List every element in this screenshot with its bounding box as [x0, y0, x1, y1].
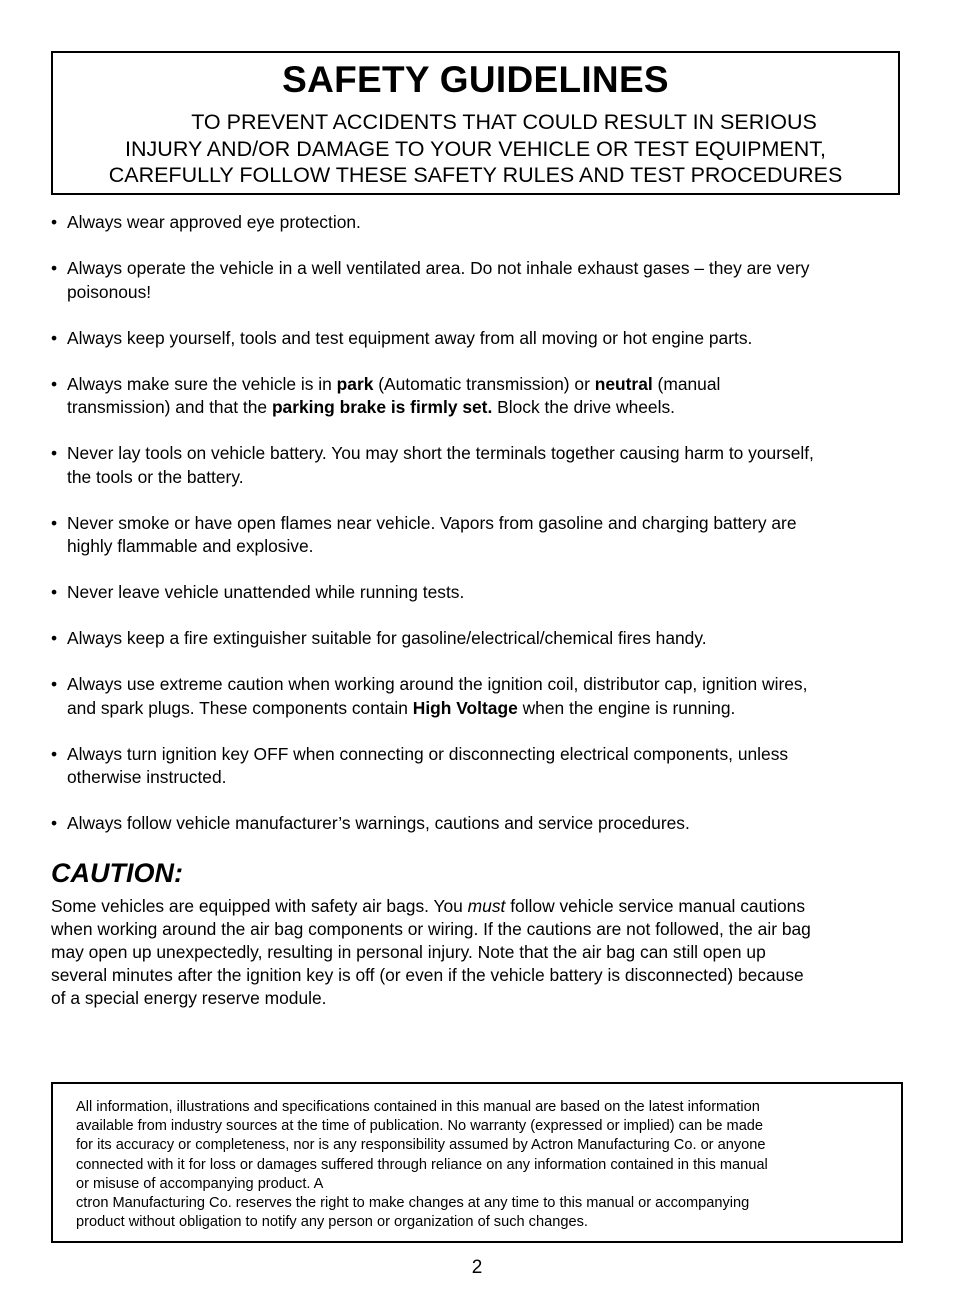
- rule-line: [67, 812, 911, 836]
- rule-line: [67, 466, 911, 490]
- text-run: Always use extreme caution when working around the ignition coil, distributor cap, ignition wires,: [67, 674, 808, 694]
- italic-text: must: [467, 896, 506, 916]
- safety-rule-item: [51, 327, 911, 351]
- bullet-icon: •: [51, 628, 58, 648]
- bullet-icon: •: [51, 582, 58, 602]
- disclaimer-line: product without obligation to notify any person or organization of such changes.: [76, 1214, 588, 1231]
- bold-text: park: [336, 373, 374, 394]
- rule-line: [67, 627, 911, 651]
- safety-rule-item: [51, 812, 911, 836]
- text-run: Always keep a fire extinguisher suitable for gasoline/electrical/chemical fires handy.: [67, 628, 707, 648]
- text-run: when working around the air bag components or wiring. If the cautions are not followed, the air bag: [51, 919, 811, 939]
- rule-line: [67, 373, 911, 397]
- disclaimer-box: [51, 1082, 903, 1243]
- text-run: highly flammable and explosive.: [67, 536, 314, 556]
- text-run: Some vehicles are equipped with safety air bags. You: [51, 896, 468, 916]
- rule-line: [67, 257, 911, 281]
- text-run: Never smoke or have open flames near vehicle. Vapors from gasoline and charging battery are: [67, 512, 797, 533]
- safety-header-box: [51, 51, 900, 195]
- header-warning-line: TO PREVENT ACCIDENTS THAT COULD RESULT IN SERIOUS: [191, 110, 817, 134]
- rule-line: [67, 766, 911, 790]
- text-run: Always wear approved eye protection.: [67, 212, 361, 232]
- safety-rule-item: [51, 743, 911, 790]
- text-run: follow vehicle service manual cautions: [505, 896, 806, 916]
- caution-line: [51, 987, 921, 1010]
- text-run: of a special energy reserve module.: [51, 988, 327, 1008]
- page-number: 2: [471, 1257, 483, 1278]
- rule-line: [67, 327, 911, 351]
- disclaimer-line: or misuse of accompanying product. A: [76, 1175, 324, 1192]
- safety-rule-item: [51, 627, 911, 651]
- disclaimer-line: for its accuracy or completeness, nor is any responsibility assumed by Actron Manufacturing Co. or anyone: [76, 1137, 766, 1154]
- text-run: Always make sure the vehicle is in: [67, 373, 337, 394]
- caution-line: [51, 918, 921, 941]
- text-run: Always turn ignition key OFF when connecting or disconnecting electrical components, unless: [67, 743, 789, 764]
- caution-line: [51, 941, 921, 964]
- safety-rule-item: [51, 512, 911, 559]
- disclaimer-line: ctron Manufacturing Co. reserves the right to make changes at any time to this manual or accompanying: [76, 1195, 750, 1212]
- header-warning-line: CAREFULLY FOLLOW THESE SAFETY RULES AND TEST PROCEDURES: [108, 163, 843, 187]
- bullet-icon: •: [51, 327, 58, 348]
- bullet-icon: •: [51, 512, 58, 533]
- disclaimer-line: All information, illustrations and specifications contained in this manual are based on the latest information: [76, 1099, 760, 1115]
- disclaimer-line: available from industry sources at the time of publication. No warranty (expressed or implied) can be made: [76, 1118, 764, 1135]
- text-run: (manual: [652, 373, 721, 394]
- header-warning-line: INJURY AND/OR DAMAGE TO YOUR VEHICLE OR TEST EQUIPMENT,: [125, 136, 826, 161]
- text-run: Always operate the vehicle in a well ventilated area. Do not inhale exhaust gases – they are very: [67, 258, 810, 278]
- header-warning: [53, 109, 898, 189]
- bullet-icon: •: [51, 373, 58, 394]
- bullet-icon: •: [51, 212, 58, 232]
- text-run: when the engine is running.: [517, 697, 736, 718]
- rule-line: [67, 396, 911, 420]
- safety-rule-item: [51, 673, 911, 720]
- caution-line: [51, 895, 921, 918]
- bold-text: parking brake is firmly set.: [271, 397, 493, 417]
- rule-line: [67, 673, 911, 697]
- bullet-icon: •: [51, 743, 58, 764]
- safety-rules-list: [51, 211, 911, 858]
- text-run: the tools or the battery.: [67, 466, 244, 487]
- text-run: (Automatic transmission) or: [373, 373, 595, 394]
- text-run: Always keep yourself, tools and test equipment away from all moving or hot engine parts.: [67, 327, 753, 348]
- safety-rule-item: [51, 211, 911, 235]
- text-run: Always follow vehicle manufacturer’s warnings, cautions and service procedures.: [67, 813, 690, 833]
- rule-line: [67, 512, 911, 536]
- bold-text: High Voltage: [412, 697, 518, 718]
- rule-line: [67, 535, 911, 559]
- rule-line: [67, 581, 911, 605]
- safety-rule-item: [51, 373, 911, 420]
- rule-line: [67, 697, 911, 721]
- caution-heading: CAUTION:: [51, 858, 183, 888]
- bold-text: neutral: [594, 373, 653, 394]
- safety-rule-item: [51, 581, 911, 605]
- bullet-icon: •: [51, 674, 58, 694]
- disclaimer-line: connected with it for loss or damages suffered through reliance on any information contained in this manual: [76, 1156, 768, 1173]
- caution-line: [51, 964, 921, 987]
- text-run: otherwise instructed.: [67, 767, 227, 787]
- safety-rule-item: [51, 257, 911, 304]
- rule-line: [67, 442, 911, 466]
- text-run: Block the drive wheels.: [492, 397, 675, 417]
- safety-rule-item: [51, 442, 911, 489]
- rule-line: [67, 281, 911, 305]
- disclaimer-text: [76, 1098, 768, 1232]
- bullet-icon: •: [51, 813, 58, 833]
- bullet-icon: •: [51, 443, 58, 463]
- page-title: SAFETY GUIDELINES: [282, 59, 669, 100]
- text-run: poisonous!: [67, 281, 152, 302]
- text-run: and spark plugs. These components contain: [67, 697, 413, 718]
- bullet-icon: •: [51, 258, 58, 278]
- text-run: Never leave vehicle unattended while running tests.: [67, 582, 465, 602]
- caution-paragraph: [51, 895, 921, 1010]
- text-run: transmission) and that the: [67, 397, 272, 417]
- rule-line: [67, 211, 911, 235]
- text-run: Never lay tools on vehicle battery. You may short the terminals together causing harm to yourself,: [67, 443, 814, 463]
- rule-line: [67, 743, 911, 767]
- text-run: may open up unexpectedly, resulting in personal injury. Note that the air bag can still open up: [51, 942, 766, 962]
- text-run: several minutes after the ignition key is off (or even if the vehicle battery is disconnected) because: [51, 965, 804, 985]
